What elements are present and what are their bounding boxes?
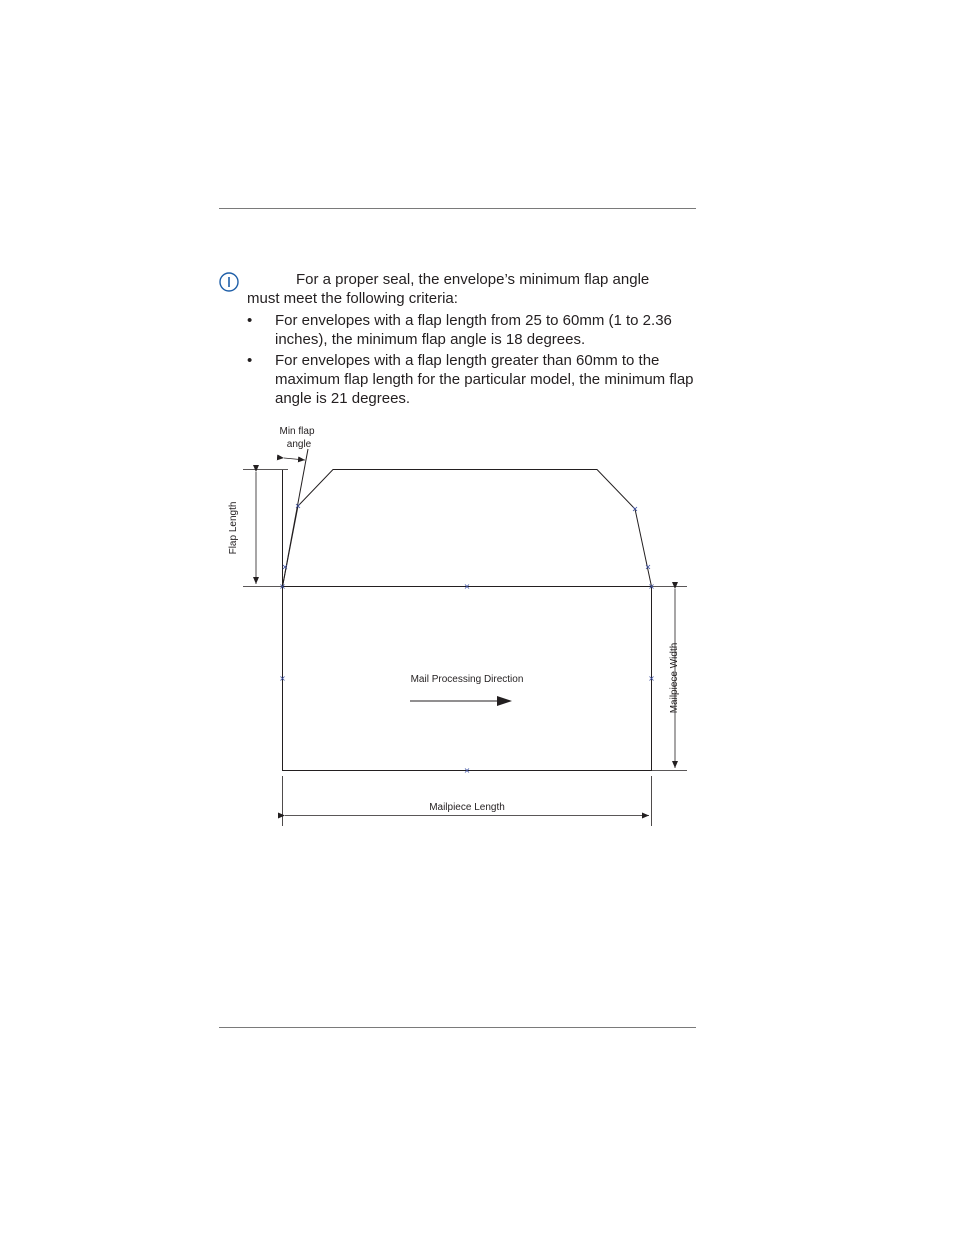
min-flap-angle-dimension (284, 458, 305, 460)
node-markers (281, 504, 654, 773)
bullet-marker: • (247, 352, 253, 369)
envelope-flap (283, 470, 652, 587)
bullet-marker: • (247, 312, 253, 329)
min-flap-angle-label: Min flap (279, 426, 315, 437)
note-lead-text: For a proper seal, the envelope’s minimum flap angle (296, 271, 650, 288)
min-flap-angle-label: angle (286, 439, 312, 450)
bullet-text-short-flap: For envelopes with a flap length from 25 to 60mm (1 to 2.36 inches), the minimum flap angle is 18 degrees. (275, 312, 672, 348)
mailpiece-width-label: Mailpiece Width (669, 642, 680, 714)
bullet-text-long-flap: For envelopes with a flap length greater than 60mm to the maximum flap length for the particular model, the minimum flap angle is 21 degrees. (275, 352, 694, 407)
direction-arrowhead (497, 696, 512, 706)
mailpiece-length-label: Mailpiece Length (429, 802, 505, 813)
footer-rule (219, 1027, 696, 1028)
note-continuation-text: must meet the following criteria: (247, 290, 458, 307)
mail-processing-direction-label: Mail Processing Direction (410, 674, 524, 685)
flap-length-label: Flap Length (228, 501, 239, 555)
